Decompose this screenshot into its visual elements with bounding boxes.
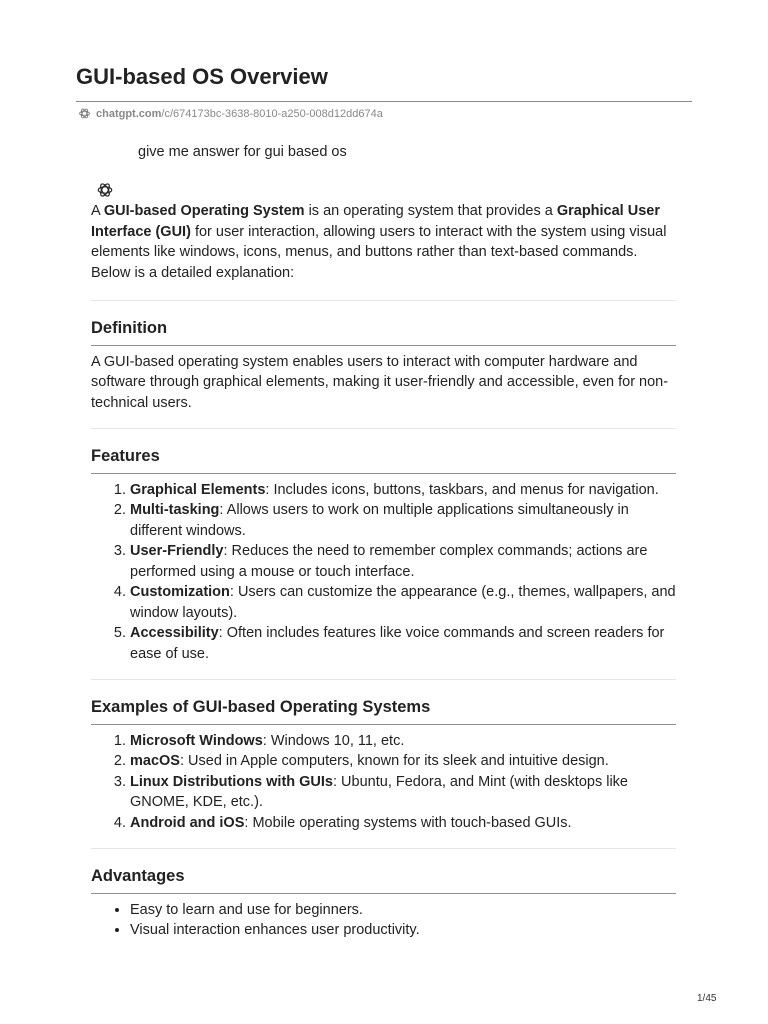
examples-heading: Examples of GUI-based Operating Systems xyxy=(91,697,676,725)
title-divider xyxy=(76,101,692,102)
features-list xyxy=(91,480,676,665)
intro-paragraph: A GUI-based Operating System is an operating system that provides a Graphical User Interface (GUI) for user interaction, allowing users to interact with the system using visual elements like windows, icons, menus, and buttons rather than text-based commands. Below is a detailed explanation: xyxy=(91,203,667,281)
source-link[interactable] xyxy=(78,107,383,120)
intro-term-gui: Graphical User Interface (GUI) xyxy=(91,203,660,240)
list-item: • Visual interaction enhances user productivity. xyxy=(130,920,676,941)
list-item: 4. Customization: Users can customize the appearance (e.g., themes, wallpapers, and window layouts). xyxy=(130,582,676,623)
section-divider xyxy=(91,679,676,680)
list-item: 5. Accessibility: Often includes features like voice commands and screen readers for ease of use. xyxy=(130,623,676,664)
list-item: 1. Microsoft Windows: Windows 10, 11, etc. xyxy=(130,731,676,752)
page-title: GUI-based OS Overview xyxy=(76,64,328,89)
openai-logo-icon xyxy=(78,107,91,120)
examples-list xyxy=(91,731,676,834)
user-prompt: give me answer for gui based os xyxy=(138,144,347,160)
assistant-response xyxy=(91,201,676,941)
list-item: 4. Android and iOS: Mobile operating systems with touch-based GUIs. xyxy=(130,813,676,834)
intro-term-os: GUI-based Operating System xyxy=(103,203,305,219)
features-heading: Features xyxy=(91,446,676,474)
section-divider xyxy=(91,300,676,301)
source-path[interactable]: /c/674173bc-3638-8010-a250-008d12dd674a xyxy=(161,107,383,120)
advantages-list xyxy=(91,900,676,941)
list-item: 3. Linux Distributions with GUIs: Ubuntu, Fedora, and Mint (with desktops like GNOME, KDE, etc.). xyxy=(130,772,676,813)
source-domain[interactable]: chatgpt.com xyxy=(96,107,162,120)
list-item: 2. Multi-tasking: Allows users to work on multiple applications simultaneously in different windows. xyxy=(130,500,676,541)
list-item: 2. macOS: Used in Apple computers, known for its sleek and intuitive design. xyxy=(130,751,676,772)
advantages-heading: Advantages xyxy=(91,866,676,894)
section-divider xyxy=(91,428,676,429)
list-item: • Easy to learn and use for beginners. xyxy=(130,900,676,921)
list-item: 3. User-Friendly: Reduces the need to remember complex commands; actions are performed using a mouse or touch interface. xyxy=(130,541,676,582)
definition-text: A GUI-based operating system enables users to interact with computer hardware and software through graphical elements, making it user-friendly and accessible, even for non-technical users. xyxy=(91,353,669,411)
list-item: 1. Graphical Elements: Includes icons, buttons, taskbars, and menus for navigation. xyxy=(130,480,676,501)
definition-heading: Definition xyxy=(91,318,676,346)
page-number: 1/45 xyxy=(697,993,717,1004)
openai-logo-icon xyxy=(96,181,114,199)
section-divider xyxy=(91,848,676,849)
